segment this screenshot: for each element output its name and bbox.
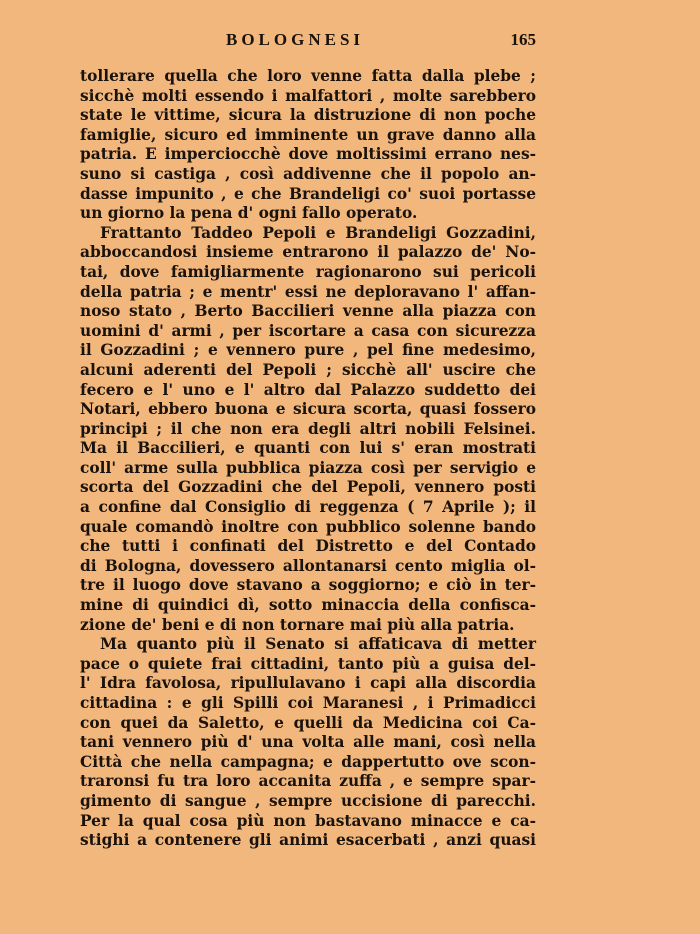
text-line: gimento di sangue , sempre uccisione di parecchi. xyxy=(80,791,536,810)
text-line: Per la qual cosa più non bastavano minacce e ca- xyxy=(80,811,536,830)
text-line: alcuni aderenti del Pepoli ; sicchè all' uscire che xyxy=(80,360,536,379)
text-line: stighi a contenere gli animi esacerbati , anzi quasi xyxy=(80,831,536,850)
text-line: tre il luogo dove stavano a soggiorno; e ciò in ter- xyxy=(80,576,536,595)
text-line: che tutti i confinati del Distretto e del Contado xyxy=(80,537,536,556)
text-line: tani vennero più d' una volta alle mani, così nella xyxy=(80,733,536,752)
running-head xyxy=(80,30,536,56)
text-line: un giorno la pena d' ogni fallo operato. xyxy=(80,204,418,223)
text-line: Città che nella campagna; e dappertutto ove scon- xyxy=(80,752,536,771)
text-line: sicchè molti essendo i malfattori , molte sarebbero xyxy=(80,86,536,105)
running-title: BOLOGNESI xyxy=(226,30,365,49)
text-line: mine di quindici dì, sotto minaccia della confisca- xyxy=(80,596,536,615)
paragraph-start-line: Frattanto Taddeo Pepoli e Brandeligi Gozzadini, xyxy=(100,223,536,242)
text-line: suno si castiga , così addivenne che il popolo an- xyxy=(80,164,536,183)
body-text xyxy=(80,67,536,851)
text-line: cittadina : e gli Spilli coi Maranesi , i Primadicci xyxy=(80,694,536,712)
page-number: 165 xyxy=(510,30,536,49)
text-line: l' Idra favolosa, ripullulavano i capi alla discordia xyxy=(80,674,536,693)
text-line: traronsi fu tra loro accanita zuffa , e sempre spar- xyxy=(80,772,536,791)
text-line: fecero e l' uno e l' altro dal Palazzo suddetto dei xyxy=(80,380,536,399)
paragraph-start-line: Ma quanto più il Senato si affaticava di metter xyxy=(100,635,536,654)
text-line: famiglie, sicuro ed imminente un grave danno alla xyxy=(80,125,536,144)
text-line: con quei da Saletto, e quelli da Medicina coi Ca- xyxy=(80,713,536,732)
text-line: dasse impunito , e che Brandeligi co' suoi portasse xyxy=(80,184,536,203)
text-line: Ma il Baccilieri, e quanti con lui s' eran mostrati xyxy=(80,439,536,458)
text-line: state le vittime, sicura la distruzione di non poche xyxy=(80,106,536,125)
text-line: scorta del Gozzadini che del Pepoli, vennero posti xyxy=(80,478,536,497)
book-page xyxy=(80,30,536,851)
text-line: a confine dal Consiglio di reggenza ( 7 Aprile ); il xyxy=(80,498,536,517)
text-line: principi ; il che non era degli altri nobili Felsinei. xyxy=(80,419,536,438)
text-line: pace o quiete frai cittadini, tanto più a guisa del- xyxy=(80,654,536,673)
text-line: abboccandosi insieme entrarono il palazzo de' No- xyxy=(80,243,536,262)
text-line: uomini d' armi , per iscortare a casa con sicurezza xyxy=(80,321,536,340)
text-line: di Bologna, dovessero allontanarsi cento miglia ol- xyxy=(80,556,536,575)
text-line: quale comandò inoltre con pubblico solenne bando xyxy=(80,517,536,536)
text-line: patria. E imperciocchè dove moltissimi errano nes- xyxy=(80,145,536,164)
text-line: zione de' beni e di non tornare mai più alla patria. xyxy=(80,615,515,634)
text-line: tollerare quella che loro venne fatta dalla plebe ; xyxy=(80,67,536,85)
text-line: tai, dove famigliarmente ragionarono sui pericoli xyxy=(80,262,536,281)
text-line: il Gozzadini ; e vennero pure , pel fine medesimo, xyxy=(80,341,536,360)
text-line: coll' arme sulla pubblica piazza così per servigio e xyxy=(80,458,536,477)
text-line: noso stato , Berto Baccilieri venne alla piazza con xyxy=(80,302,536,321)
text-line: della patria ; e mentr' essi ne deploravano l' affan- xyxy=(80,282,536,301)
text-line: Notari, ebbero buona e sicura scorta, quasi fossero xyxy=(80,400,536,419)
